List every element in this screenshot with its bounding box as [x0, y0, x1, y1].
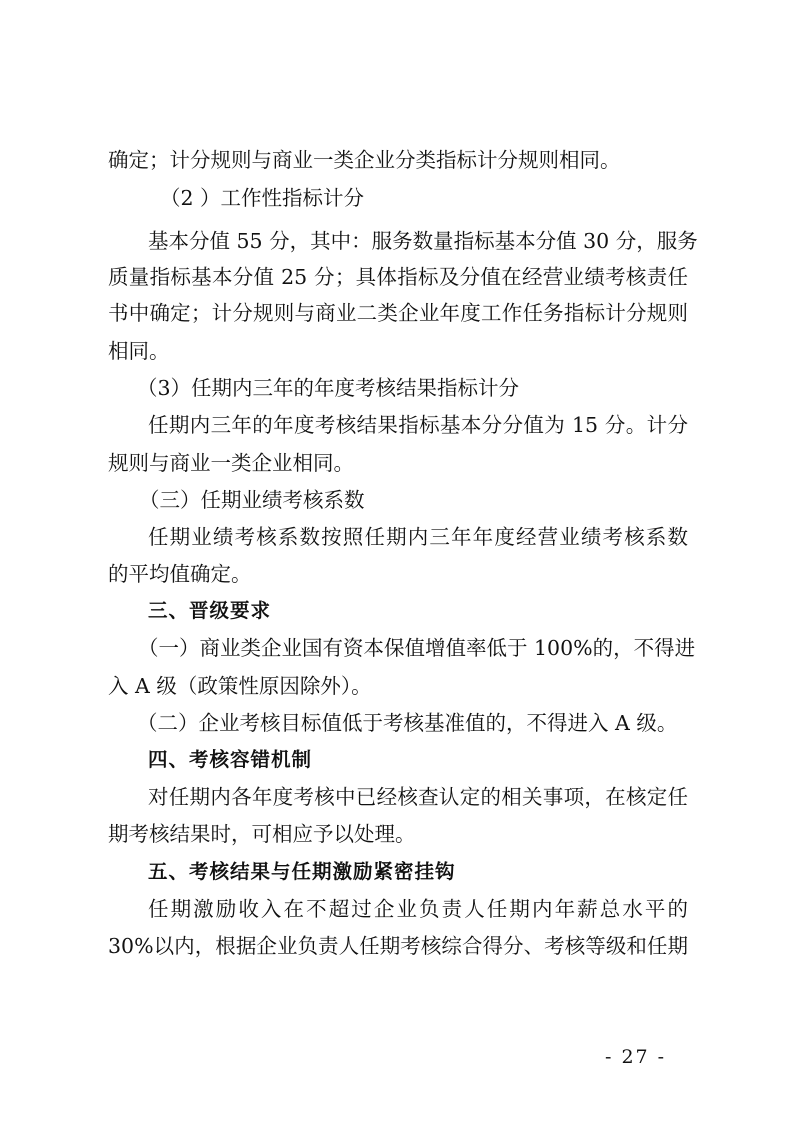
text-line: （一）商业类企业国有资本保值增值率低于 100%的，不得进	[138, 636, 696, 660]
text-line: 质量指标基本分值 25 分；具体指标及分值在经营业绩考核责任	[108, 265, 688, 289]
section-heading: 四、考核容错机制	[148, 748, 313, 771]
section-heading: 五、考核结果与任期激励紧密挂钩	[148, 860, 456, 883]
text-line: 入 A 级（政策性原因除外）。	[108, 674, 372, 698]
text-line: 确定；计分规则与商业一类企业分类指标计分规则相同。	[108, 148, 621, 172]
subsection-heading: （3）任期内三年的年度考核结果指标计分	[137, 376, 520, 400]
text-line: 基本分值 55 分，其中：服务数量指标基本分值 30 分，服务	[148, 229, 698, 253]
subsection-heading: （2 ）工作性指标计分	[160, 186, 365, 210]
text-line: （二）企业考核目标值低于考核基准值的，不得进入 A 级。	[137, 711, 678, 735]
text-line: 书中确定；计分规则与商业二类企业年度工作任务指标计分规则	[108, 301, 688, 325]
subsection-heading: （三）任期业绩考核系数	[139, 488, 365, 512]
text-line: 30%以内，根据企业负责人任期考核综合得分、考核等级和任期	[108, 934, 688, 958]
text-line: 任期业绩考核系数按照任期内三年年度经营业绩考核系数	[148, 525, 688, 549]
text-line: 规则与商业一类企业相同。	[108, 451, 354, 475]
page-number: - 27 -	[605, 1046, 667, 1068]
text-line: 任期内三年的年度考核结果指标基本分分值为 15 分。计分	[148, 413, 688, 437]
text-line: 相同。	[108, 339, 170, 363]
text-line: 期考核结果时，可相应予以处理。	[108, 822, 416, 846]
text-line: 任期激励收入在不超过企业负责人任期内年薪总水平的	[148, 897, 688, 921]
text-line: 的平均值确定。	[108, 562, 252, 586]
text-line: 对任期内各年度考核中已经核查认定的相关事项，在核定任	[148, 785, 688, 809]
section-heading: 三、晋级要求	[148, 599, 272, 622]
